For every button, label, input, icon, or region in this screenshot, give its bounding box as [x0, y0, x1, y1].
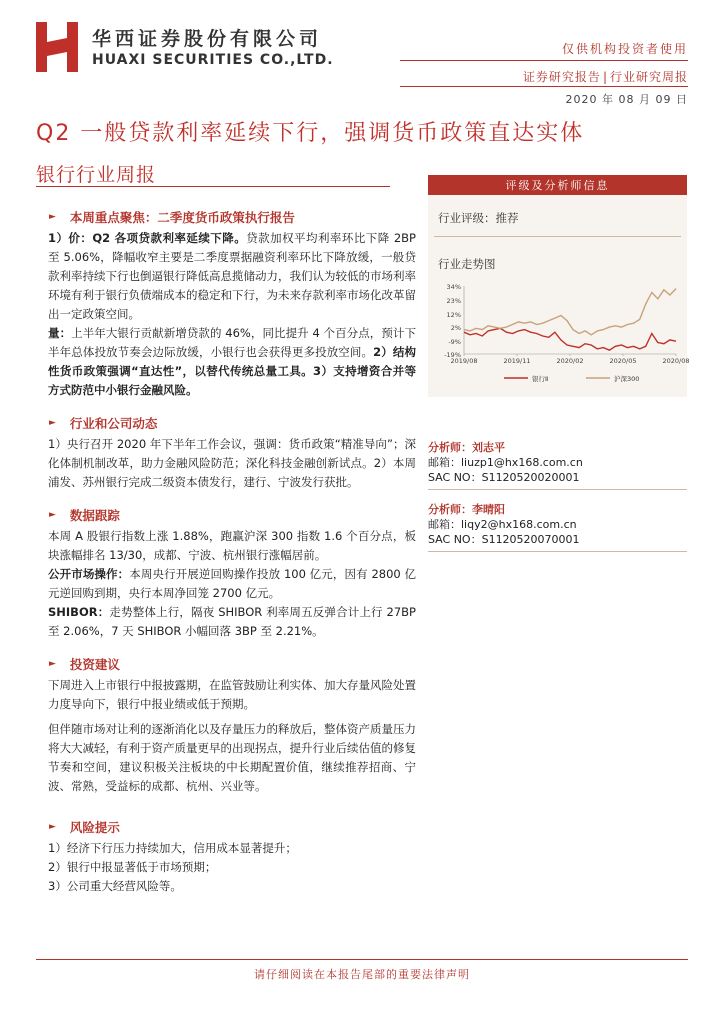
industry-rating: 行业评级：推荐: [438, 211, 519, 225]
analyst-name: 分析师：李晴阳: [428, 503, 505, 516]
focus-paragraph: 1）价：Q2 各项贷款利率延续下降。贷款加权平均利率环比下降 2BP 至 5.06%，降幅收窄主要是二季度票据融资利率环比下降放缓，一般贷款利率持续下行也倒逼银行降低高息揽储动力，我们认为较低的市场利率环境有利于银行负债端成本的稳定和下行，为未来存款利率市场化改革留出一定政策空间。 量：上半年大银行贡献新增贷款的 46%，同比提升 4 个百分点，预计下半年总体投放节奏会边际放缓，小银行也会获得更多投放空间。2）结构性货币政策强调“直达性”，以替代传统总量工具。3）支持增资合并等方式防范中小银行金融风险。: [48, 231, 416, 397]
legal-notice[interactable]: 请仔细阅读在本报告尾部的重要法律声明: [254, 968, 470, 981]
section-heading: ► 数据跟踪: [49, 508, 120, 523]
risk-item: 3）公司重大经营风险等。: [48, 879, 182, 893]
triangle-bullet-icon: ►: [49, 418, 56, 428]
x-tick-label: 2020/02: [556, 357, 584, 365]
rating-panel-header: 评级及分析师信息: [428, 176, 687, 195]
invest-paragraph-1: 下周进入上市银行中报披露期，在监管鼓励让利实体、加大存量风险处置力度导向下，银行中报业绩或低于预期。: [48, 678, 416, 711]
trend-chart-label: 行业走势图: [438, 257, 496, 271]
analyst-block: [428, 502, 687, 552]
legend-label: 银行Ⅱ: [532, 375, 549, 383]
audience-note: 仅供机构投资者使用: [561, 42, 688, 56]
analyst-sac: SAC NO：S1120520070001: [428, 533, 580, 546]
triangle-bullet-icon: ►: [49, 510, 56, 520]
section-invest: [48, 655, 416, 796]
analyst-sac: SAC NO：S1120520020001: [428, 471, 580, 484]
breadcrumb-report-kind: 行业研究周报: [609, 70, 688, 84]
industry-trend-chart: [434, 278, 690, 396]
triangle-bullet-icon: ►: [49, 822, 56, 832]
section-news: [48, 414, 416, 492]
company-name-en: HUAXI SECURITIES CO.,LTD.: [92, 52, 334, 68]
subtitle-divider: [36, 186, 390, 187]
section-heading: ► 风险提示: [49, 820, 120, 835]
footer-divider: [36, 959, 688, 960]
analyst-divider: [428, 489, 687, 490]
analyst-email[interactable]: 邮箱：liqy2@hx168.com.cn: [428, 518, 577, 531]
legend-label: 沪深300: [614, 375, 640, 383]
y-tick-label: 12%: [446, 311, 461, 320]
analyst-email[interactable]: 邮箱：liuzp1@hx168.com.cn: [428, 456, 583, 469]
section-risk: [48, 818, 416, 896]
x-tick-label: 2019/11: [503, 357, 531, 365]
analyst-block: [428, 440, 687, 490]
series-line-bank: [464, 328, 676, 350]
main-content: [48, 208, 416, 910]
header-divider: [400, 60, 688, 61]
rating-value: 推荐: [495, 211, 519, 225]
x-tick-label: 2020/05: [609, 357, 637, 365]
y-tick-label: -9%: [448, 338, 461, 347]
data-paragraph: 本周 A 股银行指数上涨 1.88%，跑赢沪深 300 指数 1.6 个百分点，板块涨幅排名 13/30，成都、宁波、杭州银行涨幅居前。 公开市场操作：本周央行开展逆回购操作投放 100 亿元，因有 2800 亿元逆回购到期，央行本周净回笼 2700 亿元。 SHIBOR：走势整体上行，隔夜 SHIBOR 利率周五反弹合计上行 27BP 至 2.06%，7 天 SHIBOR 小幅回落 3BP 至 2.21%。: [48, 529, 416, 638]
breadcrumb-separator: |: [602, 70, 608, 84]
rating-panel: [428, 175, 690, 397]
news-paragraph: 1）央行召开 2020 年下半年工作会议，强调：货币政策“精准导向”；深化体制机制改革，助力金融风险防范；深化科技金融创新试点。2）本周浦发、苏州银行完成二级资本债发行，建行、宁波发行获批。: [48, 437, 416, 489]
risk-item: 2）银行中报显著低于市场预期；: [48, 860, 217, 874]
report-subtitle: 银行行业周报: [36, 164, 157, 186]
section-focus: [48, 208, 416, 400]
y-tick-label: 2%: [450, 324, 461, 333]
section-heading: ► 行业和公司动态: [49, 416, 158, 431]
y-tick-label: 34%: [446, 283, 461, 291]
breadcrumb: [523, 68, 688, 85]
analyst-divider: [428, 551, 687, 552]
header-divider-2: [400, 86, 688, 87]
company-name-cn: 华西证券股份有限公司: [92, 28, 323, 50]
invest-paragraph-2: 但伴随市场对让利的逐渐消化以及存量压力的释放后，整体资产质量压力将大大减轻，有利于资产质量更早的出现拐点，提升行业后续估值的修复节奏和空间，建议积极关注板块的中长期配置价值，继续推荐招商、宁波、常熟，受益标的成都、杭州、兴业等。: [48, 722, 416, 793]
report-date: 2020 年 08 月 09 日: [565, 93, 688, 106]
x-tick-label: 2020/08: [662, 357, 690, 365]
panel-divider: [434, 236, 681, 237]
section-heading: ► 投资建议: [49, 657, 120, 672]
company-logo-icon: [36, 22, 78, 72]
section-heading: ► 本周重点聚焦：二季度货币政策执行报告: [49, 210, 295, 225]
breadcrumb-report-type: 证券研究报告: [522, 70, 601, 84]
risk-item: 1）经济下行压力持续加大，信用成本显著提升；: [48, 841, 297, 855]
triangle-bullet-icon: ►: [49, 212, 56, 222]
report-title: Q2 一般贷款利率延续下行，强调货币政策直达实体: [36, 121, 585, 146]
analyst-name: 分析师：刘志平: [428, 441, 505, 454]
y-tick-label: 23%: [446, 297, 461, 306]
series-line-csi300: [464, 289, 676, 335]
section-data: [48, 506, 416, 641]
y-tick-label: -19%: [444, 351, 461, 359]
x-tick-label: 2019/08: [450, 357, 478, 365]
triangle-bullet-icon: ►: [49, 659, 56, 669]
